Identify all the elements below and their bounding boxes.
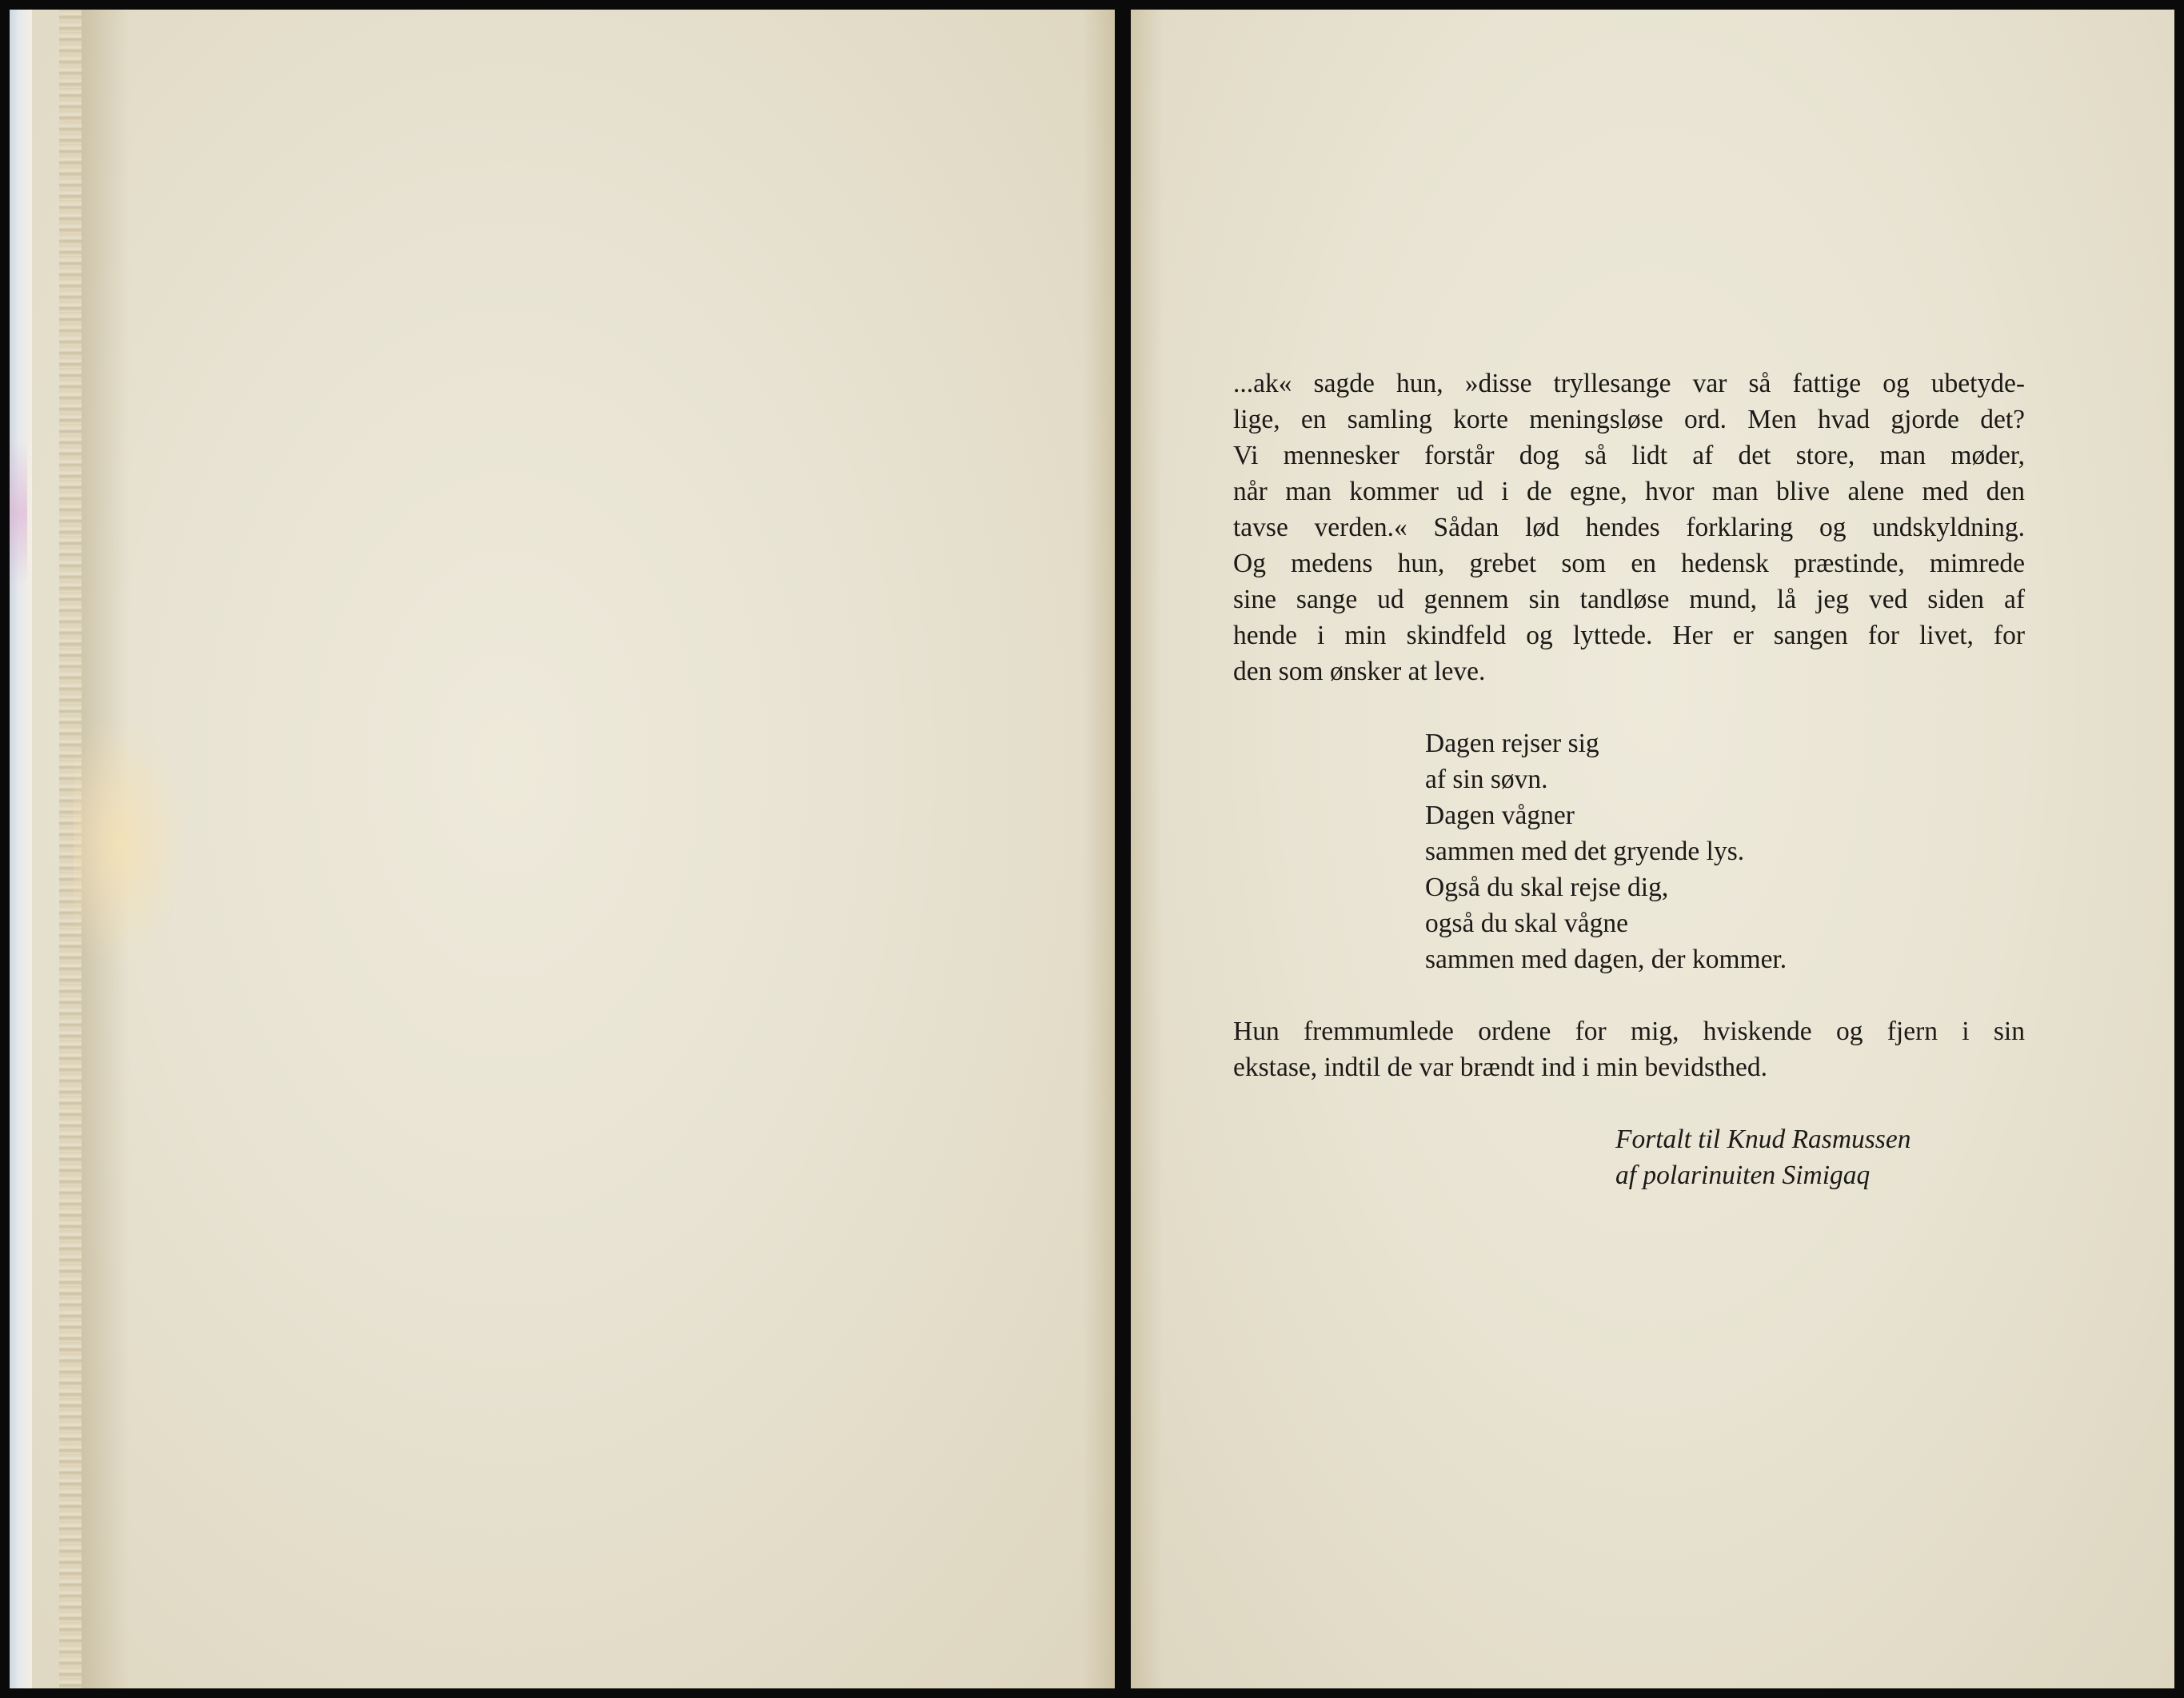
- right-page-text: [1131, 10, 2174, 1688]
- text-line: ...ak« sagde hun, »disse tryllesange var så fattige og ubetyde-: [1233, 369, 2025, 398]
- poem: [1425, 725, 2025, 977]
- attribution: [1615, 1121, 2025, 1193]
- poem-line: Dagen vågner: [1425, 801, 1575, 830]
- poem-line: af sin søvn.: [1425, 765, 1548, 794]
- gutter-shadow: [1083, 10, 1115, 1688]
- text-line: Og medens hun, grebet som en hedensk præstinde, mimrede: [1233, 549, 2025, 578]
- poem-line: sammen med dagen, der kommer.: [1425, 945, 1787, 974]
- text-line: den som ønsker at leve.: [1233, 657, 1486, 686]
- text-line: tavse verden.« Sådan lød hendes forklaring og undskyldning.: [1233, 513, 2025, 542]
- poem-line: Også du skal rejse dig,: [1425, 873, 1669, 902]
- spine-cover-edge: [10, 10, 32, 1688]
- text-line: når man kommer ud i de egne, hvor man blive alene med den: [1233, 477, 2025, 506]
- attribution-line: af polarinuiten Simigaq: [1615, 1161, 1871, 1190]
- light-glare: [74, 713, 186, 969]
- text-line: hende i min skindfeld og lyttede. Her er sangen for livet, for: [1233, 621, 2025, 650]
- poem-line: sammen med det gryende lys.: [1425, 837, 1745, 866]
- paragraph-intro: [1233, 366, 2025, 689]
- gutter-shadow: [1131, 10, 1163, 1688]
- spine-color-tint: [10, 441, 27, 585]
- attribution-line: Fortalt til Knud Rasmussen: [1615, 1125, 1911, 1154]
- text-line: lige, en samling korte meningsløse ord. Men hvad gjorde det?: [1233, 405, 2025, 434]
- poem-line: også du skal vågne: [1425, 909, 1628, 938]
- poem-line: Dagen rejser sig: [1425, 729, 1599, 758]
- text-line: sine sange ud gennem sin tandløse mund, lå jeg ved siden af: [1233, 585, 2025, 614]
- text-line: ekstase, indtil de var brændt ind i min bevidsthed.: [1233, 1053, 1768, 1082]
- left-page-blank: [10, 10, 1115, 1688]
- text-line: Hun fremmumlede ordene for mig, hviskende og fjern i sin: [1233, 1017, 2025, 1046]
- page-text: [1233, 366, 2025, 1193]
- paragraph-closing: [1233, 1013, 2025, 1085]
- text-line: Vi mennesker forstår dog så lidt af det store, man møder,: [1233, 441, 2025, 470]
